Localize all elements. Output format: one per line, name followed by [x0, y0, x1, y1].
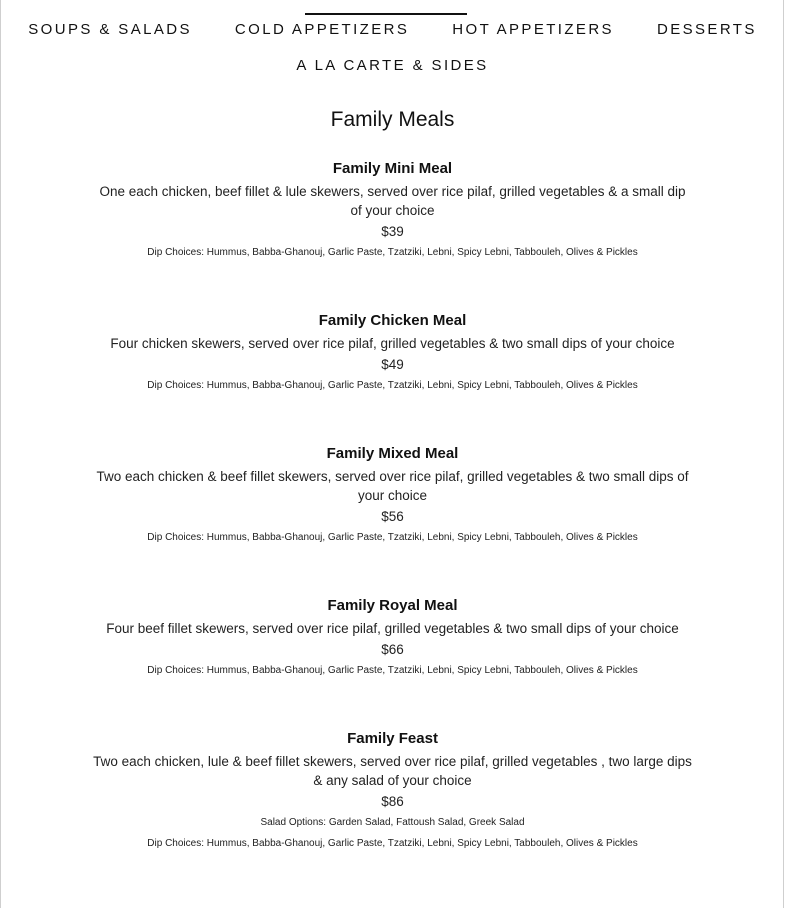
item-description: Four chicken skewers, served over rice pilaf, grilled vegetables & two small dips of your choice [110, 336, 675, 351]
item-dip-choices: Dip Choices: Hummus, Babba-Ghanouj, Garlic Paste, Tzatziki, Lebni, Spicy Lebni, Tabbouleh, Olives & Pickles [147, 665, 638, 676]
item-name: Family Feast [347, 730, 438, 747]
item-name: Family Mini Meal [332, 160, 453, 177]
menu-item [93, 445, 693, 545]
item-spacer [0, 393, 785, 445]
item-price: $49 [381, 357, 404, 372]
item-description: Four beef fillet skewers, served over rice pilaf, grilled vegetables & two small dips of your choice [106, 621, 679, 636]
menu-item [93, 597, 693, 678]
nav-row-2 [0, 57, 785, 75]
item-spacer [0, 678, 785, 730]
tab-a-la-carte-sides[interactable]: A LA CARTE & SIDES [296, 57, 489, 74]
tab-desserts[interactable]: DESSERTS [656, 21, 757, 38]
item-spacer [0, 260, 785, 312]
item-price: $66 [381, 642, 404, 657]
tab-soups-salads[interactable]: SOUPS & SALADS [28, 21, 192, 38]
item-salad-options: Salad Options: Garden Salad, Fattoush Salad, Greek Salad [260, 817, 525, 828]
item-name: Family Royal Meal [327, 597, 458, 614]
item-price: $86 [381, 794, 404, 809]
tab-hot-appetizers[interactable]: HOT APPETIZERS [452, 21, 614, 38]
section-title: Family Meals [330, 108, 455, 131]
item-dip-choices: Dip Choices: Hummus, Babba-Ghanouj, Garlic Paste, Tzatziki, Lebni, Spicy Lebni, Tabbouleh, Olives & Pickles [147, 247, 638, 258]
menu-item [93, 160, 693, 260]
menu-item [93, 312, 693, 393]
item-name: Family Mixed Meal [326, 445, 459, 462]
item-dip-choices: Dip Choices: Hummus, Babba-Ghanouj, Garlic Paste, Tzatziki, Lebni, Spicy Lebni, Tabbouleh, Olives & Pickles [147, 380, 638, 391]
item-description: Two each chicken & beef fillet skewers, served over rice pilaf, grilled vegetables & two small dips of your choice [96, 469, 689, 503]
item-price: $39 [381, 224, 404, 239]
tab-cold-appetizers[interactable]: COLD APPETIZERS [234, 21, 410, 38]
menu-section [0, 106, 785, 851]
item-price: $56 [381, 509, 404, 524]
item-name: Family Chicken Meal [318, 312, 467, 329]
item-description: Two each chicken, lule & beef fillet skewers, served over rice pilaf, grilled vegetables , two large dips & any salad of your choice [93, 754, 692, 788]
item-dip-choices: Dip Choices: Hummus, Babba-Ghanouj, Garlic Paste, Tzatziki, Lebni, Spicy Lebni, Tabbouleh, Olives & Pickles [147, 532, 638, 543]
item-dip-choices: Dip Choices: Hummus, Babba-Ghanouj, Garlic Paste, Tzatziki, Lebni, Spicy Lebni, Tabbouleh, Olives & Pickles [147, 838, 638, 849]
item-description: One each chicken, beef fillet & lule skewers, served over rice pilaf, grilled vegetables & a small dip of your choice [99, 184, 686, 218]
menu-category-nav [0, 0, 785, 84]
nav-row-1 [0, 21, 785, 39]
item-spacer [0, 545, 785, 597]
menu-item [93, 730, 693, 851]
